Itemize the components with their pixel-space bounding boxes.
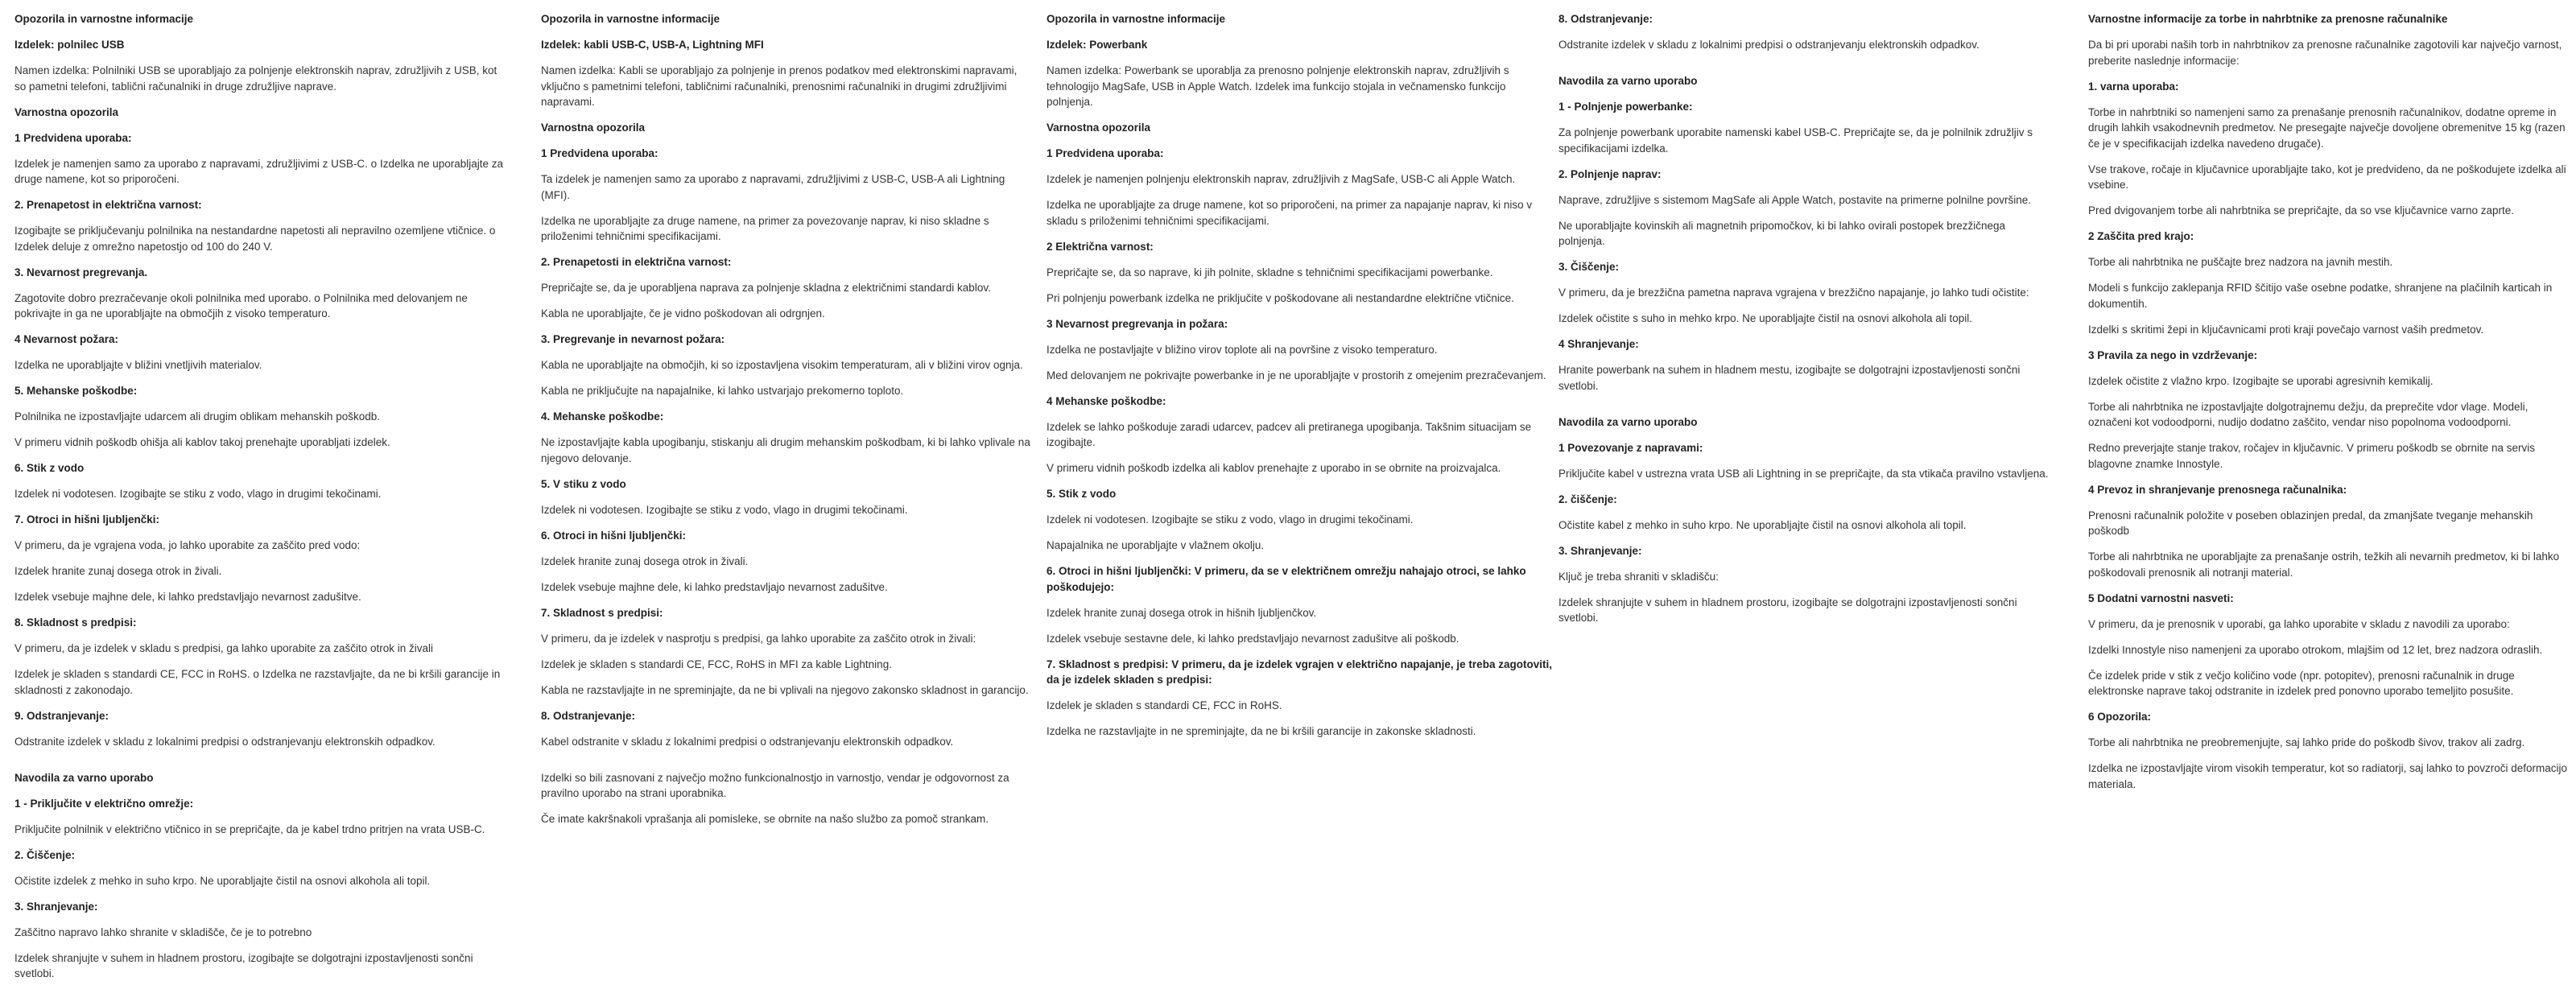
paragraph: Da bi pri uporabi naših torb in nahrbtnikov za prenosne računalnike zagotovili kar največjo varnost, preberite naslednje informacije:	[2088, 39, 2562, 67]
paragraph: Namen izdelka: Powerbank se uporablja za prenosno polnjenje elektronskih naprav, združljivih s tehnologijo MagSafe, USB in Apple Watch. Izdelek ima funkcijo stojala in večnamensko funkcijo polnjenja.	[1046, 64, 1509, 108]
section-heading: 8. Odstranjevanje:	[541, 709, 636, 722]
section-heading: 5 Dodatni varnostni nasveti:	[2088, 592, 2234, 604]
paragraph: Torbe ali nahrbtnika ne preobremenjujte, saj lahko pride do poškodb šivov, trakov ali zadrg.	[2088, 736, 2525, 748]
paragraph: Izdelek ni vodotesen. Izogibajte se stiku z vodo, vlago in drugimi tekočinami.	[14, 488, 382, 500]
paragraph: Izdelek vsebuje majhne dele, ki lahko predstavljajo nevarnost zadušitve.	[541, 580, 888, 593]
paragraph: Priključite polnilnik v električno vtičnico in se prepričajte, da je kabel trdno pritrjen na vrata USB-C.	[14, 823, 485, 835]
paragraph: Ta izdelek je namenjen samo za uporabo z napravami, združljivimi z USB-C, USB-A ali Lightning (MFI).	[541, 173, 1005, 201]
section-heading: 1. varna uporaba:	[2088, 80, 2179, 93]
paragraph: Izdelek hranite zunaj dosega otrok in živali.	[541, 555, 749, 567]
paragraph: Prepričajte se, da je uporabljena naprava za polnjenje skladna z električnimi standardi kablov.	[541, 282, 991, 294]
paragraph: Izdelek ni vodotesen. Izogibajte se stiku z vodo, vlago in drugimi tekočinami.	[1046, 513, 1414, 526]
paragraph: Priključite kabel v ustrezna vrata USB ali Lightning in se prepričajte, da sta vtikača pravilno vstavljena.	[1558, 467, 2049, 480]
section-heading: 2 Zaščita pred krajo:	[2088, 230, 2194, 242]
section-heading: Navodila za varno uporabo	[1558, 415, 1698, 428]
text-column-powerbank	[1046, 0, 1552, 749]
section-heading: Varnostne informacije za torbe in nahrbtnike za prenosne računalnike	[2088, 13, 2448, 25]
paragraph: Izdelek shranjujte v suhem in hladnem prostoru, izogibajte se dolgotrajni izpostavljenosti sončni svetlobi.	[14, 951, 473, 979]
section-heading: 5. V stiku z vodo	[541, 477, 626, 490]
paragraph: V primeru, da je izdelek v nasprotju s predpisi, ga lahko uporabite za zaščito otrok in živali:	[541, 632, 976, 645]
paragraph: Očistite izdelek z mehko in suho krpo. Ne uporabljajte čistil na osnovi alkohola ali topil.	[14, 874, 431, 887]
section-heading: Varnostna opozorila	[1046, 122, 1151, 134]
section-heading: Varnostna opozorila	[14, 105, 119, 118]
paragraph: Ne uporabljajte kovinskih ali magnetnih pripomočkov, ki bi lahko ovirali postopek brezžičnega polnjenja.	[1558, 219, 2006, 247]
section-heading: 7. Otroci in hišni ljubljenčki:	[14, 513, 160, 526]
section-heading: Opozorila in varnostne informacije	[14, 13, 194, 25]
section-heading: 8. Skladnost s predpisi:	[14, 616, 137, 629]
paragraph: Zagotovite dobro prezračevanje okoli polnilnika med uporabo. o Polnilnika med delovanjem ne pokrivajte in ga ne uporabljajte na območjih z visoko temperaturo.	[14, 291, 468, 320]
paragraph: Kabel odstranite v skladu z lokalnimi predpisi o odstranjevanju elektronskih odpadkov.	[541, 735, 954, 748]
paragraph: Če izdelek pride v stik z večjo količino vode (npr. potopitev), prenosni računalnik in druge elektronske naprave takoj odstranite in izdelek pred ponovno uporabo temeljito posušite.	[2088, 669, 2515, 697]
paragraph: V primeru vidnih poškodb izdelka ali kablov prenehajte z uporabo in se obrnite na proizvajalca.	[1046, 462, 1501, 474]
paragraph: Izdelek se lahko poškoduje zaradi udarcev, padcev ali pretiranega upogibanja. Takšnim situacijam se izogibajte.	[1046, 420, 1532, 448]
paragraph: Kabla ne uporabljajte na območjih, ki so izpostavljena visokim temperaturam, ali v bližini virov ognja.	[541, 359, 1023, 371]
paragraph: Izdelka ne uporabljajte za druge namene, kot so priporočeni, na primer za napajanje naprav, ki niso v skladu s priloženimi tehničnimi specifikacijami.	[1046, 199, 1533, 227]
section-heading: 4 Mehanske poškodbe:	[1046, 394, 1166, 407]
text-column-cables	[541, 0, 1035, 837]
section-heading: 4 Prevoz in shranjevanje prenosnega računalnika:	[2088, 483, 2347, 496]
paragraph: Izdelek je skladen s standardi CE, FCC in RoHS. o Izdelka ne razstavljajte, da ne bi kršili garancije in skladnosti z zakonodajo.	[14, 668, 501, 696]
paragraph: Za polnjenje powerbank uporabite namenski kabel USB-C. Prepričajte se, da je polnilnik združljiv s specifikacijami izdelka.	[1558, 126, 2033, 155]
paragraph: Pred dvigovanjem torbe ali nahrbtnika se prepričajte, da so vse ključavnice varno zaprte.	[2088, 204, 2515, 216]
text-column-laptop-bags	[2088, 0, 2570, 802]
section-heading: 3. Nevarnost pregrevanja.	[14, 266, 148, 278]
paragraph: Izdelki s skritimi žepi in ključavnicami proti kraji povečajo varnost vaših predmetov.	[2088, 323, 2484, 336]
section-heading: Varnostna opozorila	[541, 122, 646, 134]
paragraph: Če imate kakršnakoli vprašanja ali pomisleke, se obrnite na našo službo za pomoč strankam.	[541, 813, 989, 825]
paragraph: Zaščitno napravo lahko shranite v skladišče, če je to potrebno	[14, 926, 312, 938]
paragraph: Izdelek je skladen s standardi CE, FCC in RoHS.	[1046, 699, 1282, 711]
section-heading: 6. Otroci in hišni ljubljenčki:	[541, 529, 687, 542]
section-heading: 4. Mehanske poškodbe:	[541, 410, 664, 423]
paragraph: Polnilnika ne izpostavljajte udarcem ali drugim oblikam mehanskih poškodb.	[14, 410, 380, 423]
paragraph: Med delovanjem ne pokrivajte powerbanke in je ne uporabljajte v prostorih z omejenim prezračevanjem.	[1046, 369, 1546, 381]
section-gap	[541, 760, 1035, 770]
section-heading: 2. Polnjenje naprav:	[1558, 167, 1662, 180]
paragraph: Namen izdelka: Polnilniki USB se uporabljajo za polnjenje elektronskih naprav, združljivih z USB, kot so pametni telefoni, tablični računalniki in druge združljive naprave.	[14, 64, 497, 93]
paragraph: Izogibajte se priključevanju polnilnika na nestandardne napetosti ali nepravilno ozemljene vtičnice. o Izdelek deluje z omrežno napetostjo od 100 do 240 V.	[14, 225, 496, 253]
paragraph: Izdelka ne uporabljajte v bližini vnetljivih materialov.	[14, 359, 262, 371]
paragraph: Očistite kabel z mehko in suho krpo. Ne uporabljajte čistil na osnovi alkohola ali topil.	[1558, 518, 1967, 531]
paragraph: Naprave, združljive s sistemom MagSafe ali Apple Watch, postavite na primerne polnilne površine.	[1558, 193, 2032, 206]
section-heading: Navodila za varno uporabo	[14, 771, 154, 784]
paragraph: V primeru, da je izdelek v skladu s predpisi, ga lahko uporabite za zaščito otrok in živali	[14, 642, 434, 654]
text-column-usb-charger	[14, 0, 509, 992]
section-heading: 2. Čiščenje:	[14, 848, 76, 861]
paragraph: Kabla ne uporabljajte, če je vidno poškodovan ali odrgnjen.	[541, 307, 825, 320]
section-heading: 7. Skladnost s predpisi:	[541, 606, 663, 619]
section-heading: 4 Nevarnost požara:	[14, 333, 119, 345]
paragraph: Hranite powerbank na suhem in hladnem mestu, izogibajte se dolgotrajni izpostavljenosti sončni svetlobi.	[1558, 364, 2021, 392]
paragraph: Redno preverjajte stanje trakov, ročajev in ključavnic. V primeru poškodb se obrnite na servis blagovne znamke Innostyle.	[2088, 442, 2536, 470]
section-heading: 8. Odstranjevanje:	[1558, 13, 1653, 25]
paragraph: Napajalnika ne uporabljajte v vlažnem okolju.	[1046, 539, 1265, 551]
section-heading: 4 Shranjevanje:	[1558, 338, 1639, 350]
paragraph: Izdelka ne razstavljajte in ne spreminjajte, da ne bi kršili garancije in zakonske skladnosti.	[1046, 725, 1476, 737]
paragraph: Kabla ne razstavljajte in ne spreminjajte, da ne bi vplivali na njegovo zakonsko skladnost in garancijo.	[541, 683, 1029, 696]
section-heading: 1 - Priključite v električno omrežje:	[14, 797, 194, 810]
paragraph: Ključ je treba shraniti v skladišču:	[1558, 570, 1719, 583]
paragraph: Izdelek shranjujte v suhem in hladnem prostoru, izogibajte se dolgotrajni izpostavljenosti sončni svetlobi.	[1558, 596, 2017, 624]
section-heading: 3. Čiščenje:	[1558, 261, 1620, 273]
section-heading: Navodila za varno uporabo	[1558, 75, 1698, 87]
section-heading: 2. Prenapetosti in električna varnost:	[541, 256, 732, 268]
paragraph: Izdelek hranite zunaj dosega otrok in živali.	[14, 565, 222, 577]
paragraph: Vse trakove, ročaje in ključavnice uporabljajte tako, kot je predvideno, da ne poškodujete izdelka ali vsebine.	[2088, 163, 2566, 191]
text-column-powerbank-usage	[1558, 0, 2054, 636]
section-gap	[14, 760, 509, 770]
section-heading: 9. Odstranjevanje:	[14, 709, 109, 722]
paragraph: Modeli s funkcijo zaklepanja RFID ščitijo vaše osebne podatke, shranjene na plačilnih karticah in dokumentih.	[2088, 282, 2553, 310]
paragraph: Izdelek očistite s suho in mehko krpo. Ne uporabljajte čistil na osnovi alkohola ali topil.	[1558, 312, 1973, 324]
section-heading: 1 Predvidena uporaba:	[14, 131, 132, 144]
section-heading: Opozorila in varnostne informacije	[1046, 13, 1226, 25]
section-heading: 5. Mehanske poškodbe:	[14, 385, 138, 397]
section-heading: 5. Stik z vodo	[1046, 488, 1117, 500]
paragraph: Izdelka ne izpostavljajte virom visokih temperatur, kot so radiatorji, saj lahko to povzroči deformacijo materiala.	[2088, 762, 2568, 790]
section-heading: 1 - Polnjenje powerbanke:	[1558, 101, 1693, 113]
section-heading: 1 Predvidena uporaba:	[1046, 147, 1164, 159]
paragraph: Torbe ali nahrbtnika ne puščajte brez nadzora na javnih mestih.	[2088, 256, 2393, 268]
paragraph: Kabla ne priključujte na napajalnike, ki lahko ustvarjajo prekomerno toploto.	[541, 385, 904, 397]
section-heading: Izdelek: kabli USB-C, USB-A, Lightning MFI	[541, 39, 764, 51]
paragraph: Izdelek vsebuje majhne dele, ki lahko predstavljajo nevarnost zadušitve.	[14, 591, 361, 603]
paragraph: Prepričajte se, da so naprave, ki jih polnite, skladne s tehničnimi specifikacijami powerbanke.	[1046, 266, 1493, 278]
paragraph: V primeru vidnih poškodb ohišja ali kablov takoj prenehajte uporabljati izdelek.	[14, 436, 390, 448]
section-heading: 3 Pravila za nego in vzdrževanje:	[2088, 348, 2258, 361]
section-heading: 2. Prenapetost in električna varnost:	[14, 199, 202, 211]
paragraph: Izdelek vsebuje sestavne dele, ki lahko predstavljajo nevarnost zadušitve ali poškodb.	[1046, 632, 1459, 645]
section-heading: 3. Shranjevanje:	[1558, 544, 1642, 557]
paragraph: V primeru, da je vgrajena voda, jo lahko uporabite za zaščito pred vodo:	[14, 539, 361, 551]
section-heading: 3. Pregrevanje in nevarnost požara:	[541, 333, 725, 345]
paragraph: Torbe ali nahrbtnika ne izpostavljajte dolgotrajnemu dežju, da preprečite vdor vlage. Modeli, označeni kot vodoodporni, nudijo dodatno zaščito, vendar niso popolnoma vodoodporni.	[2088, 400, 2529, 428]
paragraph: Torbe ali nahrbtnika ne uporabljajte za prenašanje ostrih, težkih ali nevarnih predmetov, ki bi lahko poškodovali prenosnik ali notranji material.	[2088, 550, 2560, 579]
paragraph: Odstranite izdelek v skladu z lokalnimi predpisi o odstranjevanju elektronskih odpadkov.	[14, 735, 436, 748]
section-heading: 6. Stik z vodo	[14, 462, 85, 474]
paragraph: Izdelek je namenjen polnjenju elektronskih naprav, združljivih z MagSafe, USB-C ali Apple Watch.	[1046, 173, 1516, 185]
section-heading: 6 Opozorila:	[2088, 711, 2152, 723]
paragraph: Izdelka ne uporabljajte za druge namene, na primer za povezovanje naprav, ki niso skladne s priloženimi tehničnimi specifikacijami.	[541, 214, 989, 242]
section-heading: Opozorila in varnostne informacije	[541, 13, 720, 25]
paragraph: Ne izpostavljajte kabla upogibanju, stiskanju ali drugim mehanskim poškodbam, ki bi lahko vplivale na njegovo delovanje.	[541, 436, 1030, 464]
paragraph: Izdelka ne postavljajte v bližino virov toplote ali na površine z visoko temperaturo.	[1046, 343, 1438, 356]
section-heading: 2 Električna varnost:	[1046, 240, 1154, 253]
paragraph: Torbe in nahrbtniki so namenjeni samo za prenašanje prenosnih računalnikov, dodatne opreme in drugih lahkih vsakodnevnih predmetov. Ne presegajte največje dovoljene obremenitve 15 kg (razen če je v specifikacijah izdelka navedeno drugače).	[2088, 105, 2566, 150]
section-heading: 7. Skladnost s predpisi: V primeru, da je izdelek vgrajen v električno napajanje, je treba zagotoviti, da je izdelek skladen s predpisi:	[1046, 658, 1552, 686]
paragraph: Izdelek očistite z vlažno krpo. Izogibajte se uporabi agresivnih kemikalij.	[2088, 374, 2434, 387]
paragraph: V primeru, da je brezžična pametna naprava vgrajena v brezžično napajanje, jo lahko tudi očistite:	[1558, 287, 2029, 299]
paragraph: Izdelek je skladen s standardi CE, FCC, RoHS in MFI za kable Lightning.	[541, 658, 892, 670]
section-heading: Izdelek: Powerbank	[1046, 39, 1148, 51]
section-heading: 1 Povezovanje z napravami:	[1558, 441, 1703, 454]
paragraph: Izdelek hranite zunaj dosega otrok in hišnih ljubljenčkov.	[1046, 606, 1317, 619]
section-heading: 3 Nevarnost pregrevanja in požara:	[1046, 317, 1228, 330]
section-heading: Izdelek: polnilec USB	[14, 39, 125, 51]
section-gap	[1558, 63, 2054, 73]
section-heading: 3. Shranjevanje:	[14, 900, 98, 913]
section-gap	[1558, 404, 2054, 414]
paragraph: Odstranite izdelek v skladu z lokalnimi predpisi o odstranjevanju elektronskih odpadkov.	[1558, 39, 1979, 51]
paragraph: Izdelek je namenjen samo za uporabo z napravami, združljivimi z USB-C. o Izdelka ne uporabljajte za druge namene, kot so priporočeni.	[14, 157, 504, 185]
section-heading: 2. čiščenje:	[1558, 493, 1617, 505]
section-heading: 6. Otroci in hišni ljubljenčki: V primeru, da se v električnem omrežju nahajajo otroci, se lahko poškodujejo:	[1046, 565, 1526, 593]
paragraph: V primeru, da je prenosnik v uporabi, ga lahko uporabite v skladu z navodili za uporabo:	[2088, 617, 2510, 630]
paragraph: Namen izdelka: Kabli se uporabljajo za polnjenje in prenos podatkov med elektronskimi napravami, vključno s pametnimi telefoni, tabličnimi računalniki, prenosnimi računalniki in drugimi združljivimi napravami.	[541, 64, 1018, 108]
paragraph: Izdelki Innostyle niso namenjeni za uporabo otrokom, mlajšim od 12 let, brez nadzora odraslih.	[2088, 643, 2543, 656]
paragraph: Pri polnjenju powerbank izdelka ne priključite v poškodovane ali nestandardne električne vtičnice.	[1046, 291, 1514, 304]
paragraph: Izdelki so bili zasnovani z največjo možno funkcionalnostjo in varnostjo, vendar je odgovornost za pravilno uporabo na strani uporabnika.	[541, 771, 1009, 799]
paragraph: Prenosni računalnik položite v poseben oblazinjen predal, da zmanjšate tveganje mehanskih poškodb	[2088, 509, 2533, 537]
section-heading: 1 Predvidena uporaba:	[541, 147, 658, 159]
paragraph: Izdelek ni vodotesen. Izogibajte se stiku z vodo, vlago in drugimi tekočinami.	[541, 503, 908, 516]
